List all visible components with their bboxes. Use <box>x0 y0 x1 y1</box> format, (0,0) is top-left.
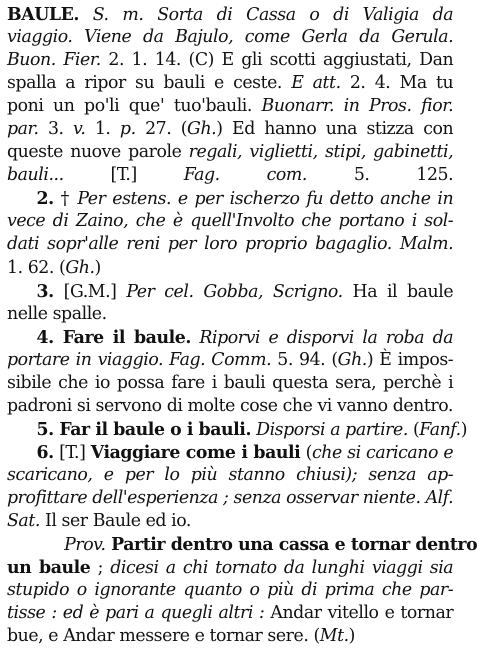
italic-text: Buon. Fier. <box>7 50 101 71</box>
text-run: 1. <box>85 119 120 140</box>
italic-text: Gh. <box>65 257 95 278</box>
text-line <box>7 26 453 49</box>
text-run: [T.] <box>53 442 91 463</box>
italic-text: Fag. com. <box>183 165 307 186</box>
text-line <box>7 210 453 233</box>
text-run: 27. ( <box>135 119 188 140</box>
text-line <box>7 303 453 326</box>
text-run: † <box>53 189 78 210</box>
bold-text: 5. Far il baule o i bauli. <box>36 418 252 440</box>
italic-text: S. m. Sorta di Cassa o di Valigia da <box>78 5 454 25</box>
italic-text: dicesi a chi tornato da lunghi viaggi sia <box>110 558 454 579</box>
text-run: padroni si servono di molte cose che vi vanno dentro. <box>7 395 454 416</box>
text-run: spalla a ripor su bauli e ceste. <box>7 73 292 94</box>
text-line <box>7 326 453 349</box>
italic-text: portare in viaggio. Fag. Comm. <box>7 349 272 370</box>
text-run: ( <box>300 442 312 463</box>
text-run: 5. 125. <box>306 165 454 186</box>
text-run: ( <box>407 419 420 440</box>
text-line <box>7 418 468 441</box>
text-line <box>7 533 477 556</box>
text-run: Il ser Baule ed io. <box>39 511 191 532</box>
italic-text: viaggio. Viene da Bajulo, come Gerla da Gerula. <box>7 27 454 48</box>
entry-text-block <box>7 3 477 648</box>
italic-text: Per cel. Gobba, Scrigno. <box>126 281 343 302</box>
text-line <box>7 233 453 256</box>
italic-text: Prov. <box>64 535 106 556</box>
bold-text: 3. <box>36 280 54 302</box>
text-run: ) <box>460 419 468 440</box>
text-run: nelle spalle. <box>7 303 107 324</box>
bold-text: Partir dentro una cassa e tornar dentro <box>105 534 477 556</box>
text-run: [G.M.] <box>53 281 127 302</box>
italic-text: Buonarr. in Pros. fior. <box>261 96 454 117</box>
text-line <box>7 49 453 72</box>
text-run: [T.] <box>63 165 184 186</box>
italic-text: Riporvi e disporvi la roba da <box>190 327 454 348</box>
text-line <box>7 510 453 533</box>
text-line <box>7 280 453 303</box>
italic-text: che si caricano e <box>311 442 454 463</box>
text-run: ) <box>348 626 355 647</box>
italic-text: dati sopr'alle reni per loro proprio bagaglio. Malm. <box>7 234 454 255</box>
italic-text: E att. <box>291 73 341 94</box>
italic-text: stupido o ignorante quanto o più di prima che par- <box>7 580 454 601</box>
bold-text: Viaggiare come i bauli <box>90 441 301 463</box>
italic-text: profittare dell'esperienza ; senza osservar niente. Alf. <box>7 487 454 508</box>
italic-text: Gh. <box>187 119 217 140</box>
text-run: ; <box>90 558 111 579</box>
text-run: 3. <box>38 119 74 140</box>
text-line <box>7 372 453 395</box>
italic-text: vece di Zaino, che è quell'Involto che portano i sol- <box>7 211 454 232</box>
text-line <box>7 118 453 141</box>
italic-text: Disporsi a partire. <box>251 419 408 440</box>
text-run: poni un po'li que' tuo'bauli. <box>7 96 262 117</box>
text-line <box>7 625 453 648</box>
text-line <box>7 257 453 280</box>
text-line <box>7 3 453 26</box>
text-line <box>7 72 453 95</box>
text-line <box>7 141 453 164</box>
italic-text: regali, viglietti, stipi, gabinetti, <box>188 142 454 163</box>
text-line <box>7 395 453 418</box>
italic-text: tisse : ed è pari a quegli altri : <box>7 603 265 624</box>
text-run: 2. 1. 14. (C) E gli scotti aggiustati, Dan <box>100 50 454 71</box>
bold-text: un baule <box>7 557 91 579</box>
text-run: ) <box>94 257 101 278</box>
bold-text: 6. <box>36 441 54 463</box>
italic-text: p. <box>119 119 136 140</box>
text-line <box>7 187 453 210</box>
text-run: Andar vitello e tornar <box>264 603 454 624</box>
bold-text: BAULE. <box>7 4 79 25</box>
text-run: ) È impos- <box>366 349 454 370</box>
bold-text: 4. Fare il baule. <box>36 326 191 348</box>
italic-text: Per estens. e per ischerzo fu detto anche in <box>77 189 454 210</box>
text-line <box>7 349 453 372</box>
italic-text: scaricano, e per lo più stanno chiusi); senza ap- <box>7 464 454 485</box>
text-run: 2. 4. Ma tu <box>340 73 454 94</box>
text-line <box>7 464 453 487</box>
italic-text: v. <box>73 119 86 140</box>
italic-text: par. <box>7 119 39 140</box>
text-run: 5. 94. ( <box>271 349 338 370</box>
text-run: 1. 62. ( <box>7 257 66 278</box>
italic-text: bauli... <box>7 165 64 186</box>
italic-text: Fanf. <box>419 419 461 440</box>
text-line <box>7 556 453 579</box>
text-line <box>7 164 453 187</box>
text-run: sibile che io possa fare i bauli questa sera, perchè i <box>7 372 454 393</box>
italic-text: Mt. <box>319 626 349 647</box>
text-run: Ha il baule <box>342 281 454 302</box>
text-run: ) Ed hanno una stizza con <box>216 119 454 140</box>
text-line <box>7 441 453 464</box>
text-line <box>7 95 453 118</box>
text-run: bue, e Andar messere e tornar sere. ( <box>7 626 320 647</box>
text-line <box>7 602 453 625</box>
text-line <box>7 487 453 510</box>
text-line <box>7 579 453 602</box>
text-run: queste nuove parole <box>7 142 189 163</box>
italic-text: Sat. <box>7 511 40 532</box>
italic-text: Gh. <box>337 349 367 370</box>
bold-text: 2. <box>36 188 54 210</box>
